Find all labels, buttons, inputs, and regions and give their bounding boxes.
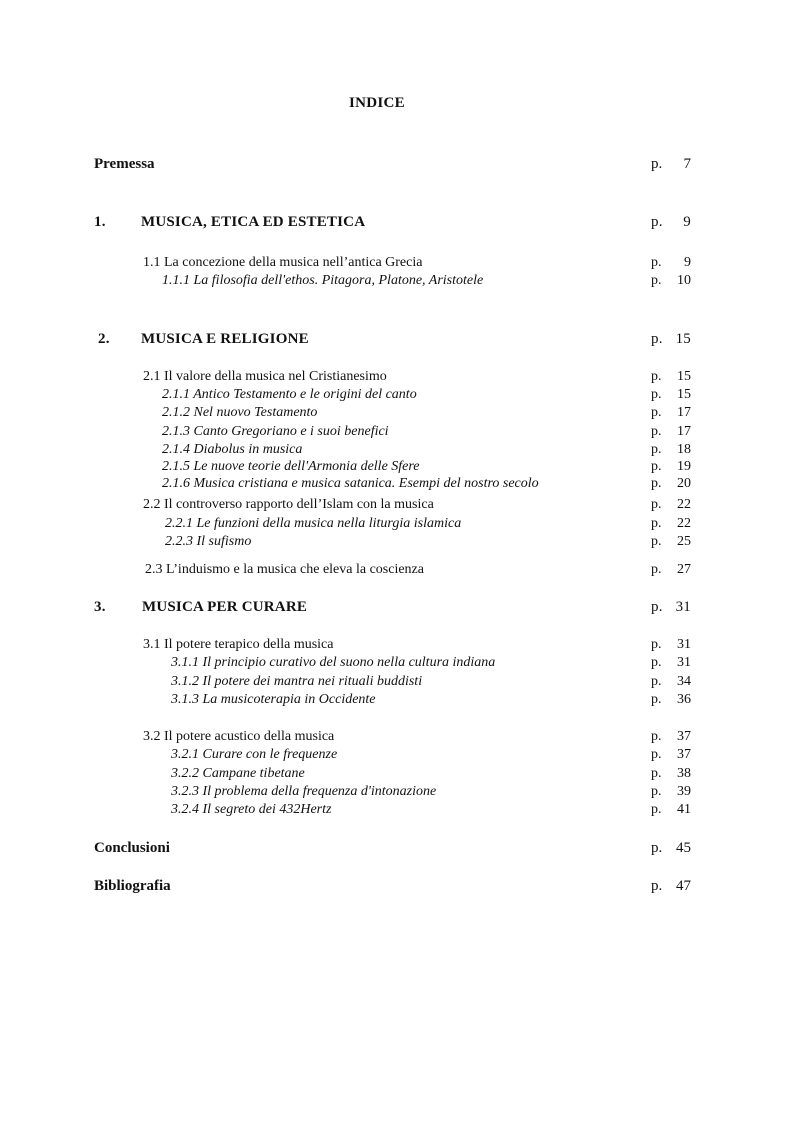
chapter-number: 3. <box>94 599 106 615</box>
page-prefix: p. <box>651 459 662 474</box>
page-prefix: p. <box>651 729 662 744</box>
page-number: 41 <box>677 802 691 817</box>
page-number: 22 <box>677 516 691 531</box>
page-number: 39 <box>677 784 691 799</box>
toc-entry-premessa <box>0 154 794 174</box>
page-prefix: p. <box>651 534 662 549</box>
subsection-title: 2.2.1 Le funzioni della musica nella liturgia islamica <box>165 516 462 531</box>
page-number: 15 <box>675 331 691 347</box>
subsection-title: 2.2.3 Il sufismo <box>165 534 252 549</box>
toc-section-3-2 <box>0 727 794 747</box>
page-prefix: p. <box>651 655 662 670</box>
toc-entry-bibliografia <box>0 876 794 896</box>
toc-subsection-3-2-3 <box>0 782 794 802</box>
page-number: 18 <box>677 442 691 457</box>
page-number: 22 <box>677 497 691 512</box>
subsection-title: 3.1.1 Il principio curativo del suono nella cultura indiana <box>171 655 496 670</box>
page-number: 20 <box>677 476 691 491</box>
subsection-title: 3.2.4 Il segreto dei 432Hertz <box>171 802 332 817</box>
page-prefix: p. <box>651 674 662 689</box>
page-number: 37 <box>677 729 691 744</box>
toc-chapter-2 <box>0 329 794 349</box>
page-number: 38 <box>677 766 691 781</box>
page-prefix: p. <box>651 273 662 288</box>
toc-subsection-2-2-3 <box>0 532 794 552</box>
toc-subsection-2-1-1 <box>0 385 794 405</box>
page-prefix: p. <box>651 442 662 457</box>
subsection-title: 2.1.5 Le nuove teorie dell'Armonia delle Sfere <box>162 459 420 474</box>
page-number: 31 <box>677 655 691 670</box>
page-prefix: p. <box>651 255 662 270</box>
page-number: 17 <box>677 405 691 420</box>
page-prefix: p. <box>651 214 663 230</box>
page-number: 7 <box>683 156 691 172</box>
toc-label: Bibliografia <box>94 878 171 894</box>
subsection-title: 3.2.3 Il problema della frequenza d'intonazione <box>171 784 437 799</box>
page-prefix: p. <box>651 562 662 577</box>
toc-section-2-2 <box>0 495 794 515</box>
page-prefix: p. <box>651 840 663 856</box>
page-number: 9 <box>684 255 691 270</box>
toc-section-2-3 <box>0 560 794 580</box>
toc-subsection-2-1-6 <box>0 474 794 494</box>
toc-subsection-2-2-1 <box>0 514 794 534</box>
toc-subsection-3-2-1 <box>0 745 794 765</box>
chapter-number: 2. <box>98 331 110 347</box>
section-title: 2.3 L’induismo e la musica che eleva la coscienza <box>145 562 424 577</box>
page-number: 15 <box>677 369 691 384</box>
subsection-title: 2.1.1 Antico Testamento e le origini del canto <box>162 387 417 402</box>
subsection-title: 3.2.2 Campane tibetane <box>171 766 305 781</box>
page-prefix: p. <box>651 878 663 894</box>
section-title: 3.1 Il potere terapico della musica <box>143 637 334 652</box>
page-number: 25 <box>677 534 691 549</box>
page-number: 10 <box>677 273 691 288</box>
section-title: 1.1 La concezione della musica nell’antica Grecia <box>143 255 423 270</box>
subsection-title: 2.1.6 Musica cristiana e musica satanica. Esempi del nostro secolo <box>162 476 539 491</box>
toc-subsection-3-1-3 <box>0 690 794 710</box>
toc-subsection-1-1-1 <box>0 271 794 291</box>
page-number: 15 <box>677 387 691 402</box>
page-prefix: p. <box>651 476 662 491</box>
toc-subsection-3-2-2 <box>0 764 794 784</box>
toc-section-3-1 <box>0 635 794 655</box>
page-prefix: p. <box>651 599 663 615</box>
subsection-title: 1.1.1 La filosofia dell'ethos. Pitagora, Platone, Aristotele <box>162 273 484 288</box>
section-title: 2.2 Il controverso rapporto dell’Islam con la musica <box>143 497 434 512</box>
page-number: 37 <box>677 747 691 762</box>
toc-label: Premessa <box>94 156 155 172</box>
page-prefix: p. <box>651 766 662 781</box>
page-number: 34 <box>677 674 691 689</box>
page-prefix: p. <box>651 802 662 817</box>
page-title: INDICE <box>349 95 405 111</box>
chapter-title: MUSICA E RELIGIONE <box>141 331 309 347</box>
toc-subsection-3-1-2 <box>0 672 794 692</box>
toc-chapter-3 <box>0 597 794 617</box>
page-prefix: p. <box>651 156 663 172</box>
page-number: 31 <box>675 599 691 615</box>
page-prefix: p. <box>651 331 663 347</box>
page-number: 45 <box>676 840 691 856</box>
page-number: 31 <box>677 637 691 652</box>
chapter-title: MUSICA PER CURARE <box>142 599 308 615</box>
page-prefix: p. <box>651 784 662 799</box>
page-number: 47 <box>676 878 691 894</box>
toc-subsection-2-1-2 <box>0 403 794 423</box>
page-prefix: p. <box>651 497 662 512</box>
subsection-title: 3.1.2 Il potere dei mantra nei rituali buddisti <box>171 674 423 689</box>
chapter-number: 1. <box>94 214 106 230</box>
page-number: 27 <box>677 562 691 577</box>
page-prefix: p. <box>651 387 662 402</box>
page-prefix: p. <box>651 424 662 439</box>
page-number: 17 <box>677 424 691 439</box>
page-prefix: p. <box>651 369 662 384</box>
toc-section-2-1 <box>0 367 794 387</box>
section-title: 2.1 Il valore della musica nel Cristianesimo <box>143 369 387 384</box>
toc-section-1-1 <box>0 253 794 273</box>
page-prefix: p. <box>651 692 662 707</box>
section-title: 3.2 Il potere acustico della musica <box>143 729 335 744</box>
page-number: 9 <box>683 214 691 230</box>
toc-entry-conclusioni <box>0 838 794 858</box>
page-number: 19 <box>677 459 691 474</box>
subsection-title: 2.1.3 Canto Gregoriano e i suoi benefici <box>162 424 389 439</box>
chapter-title: MUSICA, ETICA ED ESTETICA <box>141 214 366 230</box>
subsection-title: 2.1.2 Nel nuovo Testamento <box>162 405 318 420</box>
page-prefix: p. <box>651 516 662 531</box>
toc-subsection-3-1-1 <box>0 653 794 673</box>
toc-label: Conclusioni <box>94 840 170 856</box>
page-number: 36 <box>677 692 691 707</box>
page-prefix: p. <box>651 405 662 420</box>
toc-subsection-2-1-3 <box>0 422 794 442</box>
page-prefix: p. <box>651 747 662 762</box>
subsection-title: 3.1.3 La musicoterapia in Occidente <box>171 692 376 707</box>
subsection-title: 2.1.4 Diabolus in musica <box>162 442 303 457</box>
page-prefix: p. <box>651 637 662 652</box>
subsection-title: 3.2.1 Curare con le frequenze <box>171 747 338 762</box>
toc-chapter-1 <box>0 212 794 232</box>
toc-subsection-3-2-4 <box>0 800 794 820</box>
